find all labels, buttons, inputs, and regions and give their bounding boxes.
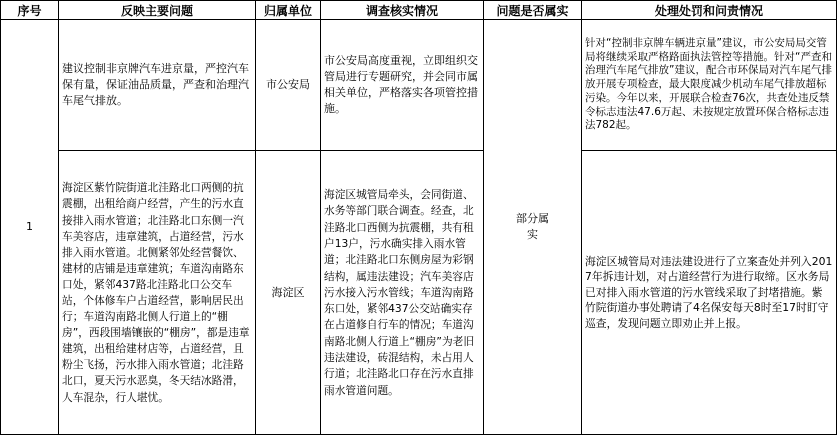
unit-cell: 海淀区 (256, 151, 321, 435)
table-row (1, 20, 837, 151)
header-investigation: 调查核实情况 (321, 1, 484, 20)
issue-cell: 建议控制非京牌汽车进京量，严控汽车保有量，保证油品质量，严查和治理汽车尾气排放。 (59, 20, 256, 151)
unit-cell: 市公安局 (256, 20, 321, 151)
header-handling: 处理处罚和问责情况 (582, 1, 837, 20)
table-header-row (1, 1, 837, 20)
handling-cell: 海淀区城管局对违法建设进行了立案查处并列入2017年拆违计划，对占道经营行为进行取缔。区水务局已对排入雨水管道的污水管线采取了封堵措施。紫竹院街道办事处聘请了4名保安每天8时至17时盯守巡查，发现问题立即劝止并上报。 (582, 151, 837, 435)
verdict-cell: 部分属实 (484, 20, 582, 435)
serial-number-cell: 1 (1, 20, 59, 435)
header-serial-number: 序号 (1, 1, 59, 20)
investigation-cell: 市公安局高度重视，立即组织交管局进行专题研究，并会同市属相关单位，严格落实各项管控措施。 (321, 20, 484, 151)
header-responsible-unit: 归属单位 (256, 1, 321, 20)
investigation-cell: 海淀区城管局牵头，会同街道、水务等部门联合调查。经查，北洼路北口西侧为抗震棚，共有租户13户，污水确实排入雨水管道；北洼路北口东侧房屋为彩钢结构，属违法建设；汽车美容店污水接入污水管线；车道沟南路东口处，紧邻437公交站确实存在占道修自行车的情况；车道沟南路北侧人行道上“棚房”为老旧违法建设，砖混结构，未占用人行道；北洼路北口存在污水直排雨水管道问题。 (321, 151, 484, 435)
header-is-true: 问题是否属实 (484, 1, 582, 20)
table-row (1, 151, 837, 435)
issue-cell: 海淀区紫竹院街道北洼路北口两侧的抗震棚，出租给商户经营，产生的污水直接排入雨水管道；北洼路北口东侧一汽车美容店，违章建筑，占道经营，污水排入雨水管道。北侧紧邻处经营餐饮、建材的店铺是违章建筑；车道沟南路东口处，紧邻437路北洼路北口公交车站，个体修车户占道经营，影响居民出行；车道沟南路北侧人行道上的“棚房”，西段围墙镶嵌的“棚房”，都是违章建筑，出租给建材店等，占道经营，且粉尘飞扬，污水排入雨水管道；北洼路北口，夏天污水恶臭，冬天结冰路滑，人车混杂，行人堪忧。 (59, 151, 256, 435)
header-main-issue: 反映主要问题 (59, 1, 256, 20)
handling-cell: 针对“控制非京牌车辆进京量”建议，市公安局局交管局将继续采取严格路面执法管控等措施。针对“严查和治理汽车尾气排放”建议，配合市环保局对汽车尾气排放开展专项检查，最大限度减少机动车尾气排放超标污染。今年以来，开展联合检查76次，共查处违反禁令标志违法47.6万起、未按规定放置环保合格标志违法782起。 (582, 20, 837, 151)
